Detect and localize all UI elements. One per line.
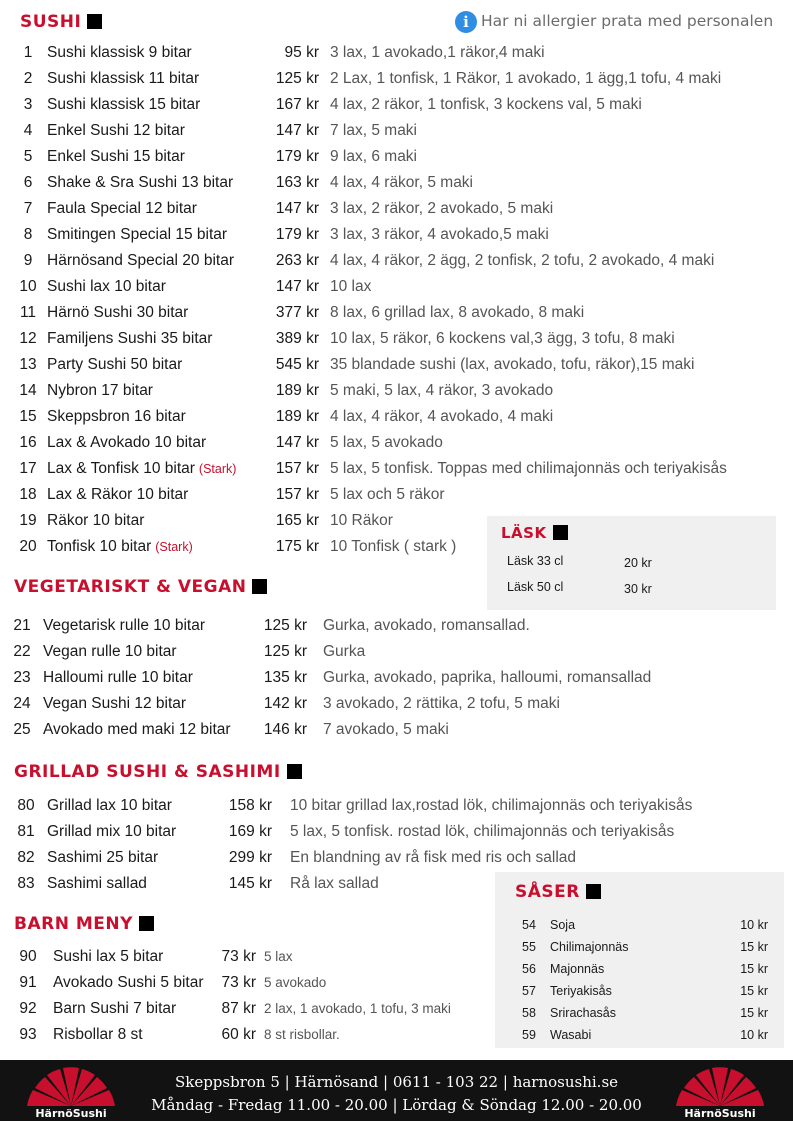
spicy-tag: (Stark) <box>198 462 237 476</box>
item-number: 17 <box>19 460 37 477</box>
item-name-text: Lax & Räkor 10 bitar <box>47 486 189 503</box>
menu-item-row <box>0 482 793 508</box>
item-price: 389 kr <box>275 330 319 347</box>
item-number: 80 <box>17 797 35 814</box>
item-name <box>47 430 206 456</box>
item-price: 125 kr <box>275 70 319 87</box>
item-description: 4 lax, 4 räkor, 5 maki <box>330 174 474 191</box>
sauce-price: 15 kr <box>740 984 768 998</box>
item-description: Rå lax sallad <box>290 875 379 892</box>
lask-item-name: Läsk 50 cl <box>507 580 564 594</box>
item-number: 14 <box>19 382 37 399</box>
menu-item-row <box>0 222 793 248</box>
sauce-name: Majonnäs <box>550 962 605 976</box>
menu-item-row <box>0 691 793 717</box>
square-marker-icon <box>252 579 267 594</box>
item-price: 163 kr <box>275 174 319 191</box>
item-price: 73 kr <box>221 948 256 965</box>
item-name-text: Vegan Sushi 12 bitar <box>43 695 187 712</box>
item-price: 299 kr <box>228 849 272 866</box>
item-name <box>43 691 186 717</box>
saser-box <box>495 872 784 1048</box>
section-title-text: BARN MENY <box>14 914 133 934</box>
logo-text: HärnöSushi <box>684 1107 756 1120</box>
square-marker-icon <box>139 916 154 931</box>
item-name <box>47 248 234 274</box>
section-title-text: SUSHI <box>20 12 82 32</box>
menu-item-row <box>0 40 793 66</box>
item-number: 13 <box>19 356 37 373</box>
spicy-tag: (Stark) <box>155 540 193 554</box>
sauce-number: 55 <box>522 940 536 954</box>
section-title-saser <box>515 882 601 902</box>
item-price: 135 kr <box>263 669 307 686</box>
item-description: 4 lax, 2 räkor, 1 tonfisk, 3 kockens val, 5 maki <box>330 96 642 113</box>
item-name <box>47 404 186 430</box>
item-number: 10 <box>19 278 37 295</box>
item-name <box>47 326 212 352</box>
item-number: 12 <box>19 330 37 347</box>
menu-item-row <box>0 665 793 691</box>
item-number: 82 <box>17 849 35 866</box>
menu-item-row <box>0 326 793 352</box>
item-number: 92 <box>19 1000 37 1017</box>
menu-item-row <box>0 352 793 378</box>
square-marker-icon <box>586 884 601 899</box>
sauce-price: 10 kr <box>740 1028 768 1042</box>
item-description: 3 lax, 2 räkor, 2 avokado, 5 maki <box>330 200 554 217</box>
item-description: 8 st risbollar. <box>264 1027 340 1042</box>
item-description: 10 lax <box>330 278 372 295</box>
sauce-price: 10 kr <box>740 918 768 932</box>
item-name <box>43 639 177 665</box>
item-number: 21 <box>13 617 31 634</box>
item-name <box>47 300 188 326</box>
item-description: 2 lax, 1 avokado, 1 tofu, 3 maki <box>264 1001 451 1016</box>
item-price: 146 kr <box>263 721 307 738</box>
menu-item-row <box>0 793 793 819</box>
item-description: 4 lax, 4 räkor, 4 avokado, 4 maki <box>330 408 554 425</box>
footer-address: Skeppsbron 5 | Härnösand | 0611 - 103 22 | harnosushi.se <box>174 1073 619 1091</box>
item-name-text: Sushi klassisk 15 bitar <box>47 96 201 113</box>
item-name <box>47 352 182 378</box>
item-name <box>47 170 233 196</box>
sauce-name: Srirachasås <box>550 1006 616 1020</box>
lask-item-price: 30 kr <box>624 582 652 596</box>
menu-item-row <box>0 144 793 170</box>
section-title-grillad <box>14 762 302 782</box>
footer-hours: Måndag - Fredag 11.00 - 20.00 | Lördag & Söndag 12.00 - 20.00 <box>151 1096 642 1114</box>
item-price: 157 kr <box>275 486 319 503</box>
item-number: 3 <box>23 96 33 113</box>
item-number: 5 <box>23 148 33 165</box>
item-price: 179 kr <box>275 148 319 165</box>
menu-item-row <box>0 274 793 300</box>
item-name <box>53 1022 143 1048</box>
item-name <box>47 196 197 222</box>
item-name <box>43 665 193 691</box>
item-number: 90 <box>19 948 37 965</box>
sauce-number: 57 <box>522 984 536 998</box>
item-name <box>53 996 176 1022</box>
item-number: 9 <box>23 252 33 269</box>
item-description: 10 Tonfisk ( stark ) <box>330 538 457 555</box>
item-price: 157 kr <box>275 460 319 477</box>
item-price: 147 kr <box>275 122 319 139</box>
menu-item-row <box>0 170 793 196</box>
item-price: 165 kr <box>275 512 319 529</box>
menu-item-row <box>0 248 793 274</box>
item-number: 83 <box>17 875 35 892</box>
item-name-text: Smitingen Special 15 bitar <box>47 226 228 243</box>
item-description: 10 Räkor <box>330 512 393 529</box>
item-name <box>53 970 204 996</box>
menu-item-row <box>0 430 793 456</box>
item-price: 175 kr <box>275 538 319 555</box>
lask-item-price: 20 kr <box>624 556 652 570</box>
item-number: 24 <box>13 695 31 712</box>
sauce-price: 15 kr <box>740 962 768 976</box>
item-price: 95 kr <box>284 44 319 61</box>
item-name-text: Lax & Tonfisk 10 bitar <box>47 460 195 477</box>
item-price: 377 kr <box>275 304 319 321</box>
item-price: 142 kr <box>263 695 307 712</box>
menu-item-row <box>0 118 793 144</box>
item-price: 179 kr <box>275 226 319 243</box>
item-name <box>47 456 236 482</box>
menu-item-row <box>0 378 793 404</box>
fan-logo-icon <box>674 1066 766 1110</box>
item-price: 189 kr <box>275 382 319 399</box>
item-description: 3 avokado, 2 rättika, 2 tofu, 5 maki <box>323 695 560 712</box>
item-description: Gurka, avokado, romansallad. <box>323 617 530 634</box>
section-title-text: VEGETARISKT & VEGAN <box>14 577 247 597</box>
item-number: 25 <box>13 721 31 738</box>
item-name-text: Enkel Sushi 15 bitar <box>47 148 185 165</box>
menu-item-row <box>0 92 793 118</box>
sauce-number: 54 <box>522 918 536 932</box>
section-title-vegetariskt <box>14 577 267 597</box>
item-description: 3 lax, 3 räkor, 4 avokado,5 maki <box>330 226 549 243</box>
menu-item-row <box>0 717 793 743</box>
item-number: 8 <box>23 226 33 243</box>
footer <box>0 1060 793 1121</box>
item-name <box>47 144 185 170</box>
item-price: 167 kr <box>275 96 319 113</box>
item-name-text: Sushi lax 5 bitar <box>53 948 164 965</box>
item-name-text: Vegetarisk rulle 10 bitar <box>43 617 205 634</box>
menu-item-row <box>0 66 793 92</box>
menu-item-row <box>0 639 793 665</box>
sauce-name: Soja <box>550 918 576 932</box>
item-name <box>43 613 205 639</box>
item-number: 4 <box>23 122 33 139</box>
menu-item-row <box>0 196 793 222</box>
item-name-text: Räkor 10 bitar <box>47 512 145 529</box>
menu-item-row <box>0 613 793 639</box>
item-description: 5 lax och 5 räkor <box>330 486 445 503</box>
item-number: 19 <box>19 512 37 529</box>
menu-item-row <box>0 845 793 871</box>
item-price: 87 kr <box>221 1000 256 1017</box>
square-marker-icon <box>553 525 568 540</box>
item-name <box>47 66 199 92</box>
item-name <box>47 378 153 404</box>
item-number: 1 <box>23 44 33 61</box>
item-number: 16 <box>19 434 37 451</box>
item-description: 9 lax, 6 maki <box>330 148 418 165</box>
square-marker-icon <box>287 764 302 779</box>
sauce-number: 58 <box>522 1006 536 1020</box>
item-name <box>53 944 163 970</box>
item-number: 2 <box>23 70 33 87</box>
item-description: 5 maki, 5 lax, 4 räkor, 3 avokado <box>330 382 554 399</box>
item-description: 7 lax, 5 maki <box>330 122 418 139</box>
item-price: 545 kr <box>275 356 319 373</box>
item-description: 3 lax, 1 avokado,1 räkor,4 maki <box>330 44 545 61</box>
item-name <box>47 40 192 66</box>
item-price: 147 kr <box>275 200 319 217</box>
square-marker-icon <box>87 14 102 29</box>
item-name-text: Sushi klassisk 9 bitar <box>47 44 192 61</box>
item-number: 11 <box>19 304 37 321</box>
item-name-text: Avokado med maki 12 bitar <box>43 721 231 738</box>
item-name <box>47 845 158 871</box>
item-name <box>47 819 176 845</box>
lask-item-name: Läsk 33 cl <box>507 554 564 568</box>
item-name <box>47 508 144 534</box>
item-name <box>47 274 166 300</box>
item-price: 145 kr <box>228 875 272 892</box>
item-name-text: Härnö Sushi 30 bitar <box>47 304 189 321</box>
item-price: 125 kr <box>263 617 307 634</box>
item-description: 5 lax, 5 tonfisk. rostad lök, chilimajonnäs och teriyakisås <box>290 823 675 840</box>
menu-item-row <box>0 456 793 482</box>
item-number: 81 <box>17 823 35 840</box>
item-description: 5 lax, 5 tonfisk. Toppas med chilimajonnäs och teriyakisås <box>330 460 727 477</box>
item-number: 18 <box>19 486 37 503</box>
item-price: 147 kr <box>275 278 319 295</box>
section-title-barn <box>14 914 154 934</box>
item-price: 189 kr <box>275 408 319 425</box>
item-name-text: Skeppsbron 16 bitar <box>47 408 186 425</box>
item-number: 6 <box>23 174 33 191</box>
item-name <box>47 222 227 248</box>
item-name <box>47 92 200 118</box>
item-name <box>47 793 172 819</box>
item-description: 4 lax, 4 räkor, 2 ägg, 2 tonfisk, 2 tofu, 2 avokado, 4 maki <box>330 252 715 269</box>
item-price: 263 kr <box>275 252 319 269</box>
item-name-text: Sushi lax 10 bitar <box>47 278 166 295</box>
sauce-price: 15 kr <box>740 1006 768 1020</box>
item-name <box>47 118 185 144</box>
item-name-text: Sushi klassisk 11 bitar <box>47 70 200 87</box>
item-name-text: Party Sushi 50 bitar <box>47 356 183 373</box>
sauce-number: 56 <box>522 962 536 976</box>
item-name-text: Grillad lax 10 bitar <box>47 797 172 814</box>
sauce-name: Teriyakisås <box>550 984 612 998</box>
item-name-text: Härnösand Special 20 bitar <box>47 252 234 269</box>
item-name-text: Sashimi 25 bitar <box>47 849 159 866</box>
item-price: 73 kr <box>221 974 256 991</box>
item-description: Gurka, avokado, paprika, halloumi, romansallad <box>323 669 652 686</box>
item-description: 5 lax, 5 avokado <box>330 434 443 451</box>
item-description: Gurka <box>323 643 366 660</box>
item-name-text: Tonfisk 10 bitar <box>47 538 152 555</box>
item-description: 8 lax, 6 grillad lax, 8 avokado, 8 maki <box>330 304 585 321</box>
item-price: 60 kr <box>221 1026 256 1043</box>
item-number: 23 <box>13 669 31 686</box>
item-name-text: Barn Sushi 7 bitar <box>53 1000 177 1017</box>
allergy-note: Har ni allergier prata med personalen <box>481 12 774 30</box>
item-name-text: Lax & Avokado 10 bitar <box>47 434 207 451</box>
item-name-text: Shake & Sra Sushi 13 bitar <box>47 174 234 191</box>
item-name <box>47 871 147 897</box>
item-number: 15 <box>19 408 37 425</box>
item-name-text: Familjens Sushi 35 bitar <box>47 330 213 347</box>
item-number: 93 <box>19 1026 37 1043</box>
item-description: 10 lax, 5 räkor, 6 kockens val,3 ägg, 3 tofu, 8 maki <box>330 330 675 347</box>
item-description: 10 bitar grillad lax,rostad lök, chilimajonnäs och teriyakisås <box>290 797 693 814</box>
harnosushi-logo <box>674 1066 766 1122</box>
sauce-name: Wasabi <box>550 1028 592 1042</box>
item-name-text: Enkel Sushi 12 bitar <box>47 122 185 139</box>
sauce-price: 15 kr <box>740 940 768 954</box>
section-title-lask <box>501 524 568 542</box>
section-title-text: LÄSK <box>501 524 547 542</box>
sauce-name: Chilimajonnäs <box>550 940 629 954</box>
sauce-number: 59 <box>522 1028 536 1042</box>
section-title-text: GRILLAD SUSHI & SASHIMI <box>14 762 281 782</box>
item-description: 2 Lax, 1 tonfisk, 1 Räkor, 1 avokado, 1 ägg,1 tofu, 4 maki <box>330 70 722 87</box>
item-name <box>47 534 193 560</box>
section-title-sushi <box>20 12 102 32</box>
item-name-text: Vegan rulle 10 bitar <box>43 643 177 660</box>
lask-box <box>487 516 776 610</box>
item-name-text: Nybron 17 bitar <box>47 382 153 399</box>
item-price: 125 kr <box>263 643 307 660</box>
menu-item-row <box>0 404 793 430</box>
menu-item-row <box>0 300 793 326</box>
item-name <box>47 482 188 508</box>
item-description: 7 avokado, 5 maki <box>323 721 449 738</box>
item-name-text: Faula Special 12 bitar <box>47 200 197 217</box>
section-title-text: SÅSER <box>515 882 580 902</box>
item-description: 5 avokado <box>264 975 327 990</box>
item-name-text: Halloumi rulle 10 bitar <box>43 669 193 686</box>
item-number: 22 <box>13 643 31 660</box>
item-description: 35 blandade sushi (lax, avokado, tofu, räkor),15 maki <box>330 356 695 373</box>
info-icon: i <box>455 11 477 33</box>
item-number: 20 <box>19 538 37 555</box>
logo-text: HärnöSushi <box>35 1107 107 1120</box>
item-price: 169 kr <box>228 823 272 840</box>
item-price: 147 kr <box>275 434 319 451</box>
item-number: 7 <box>23 200 33 217</box>
item-description: En blandning av rå fisk med ris och sallad <box>290 849 577 866</box>
item-name-text: Avokado Sushi 5 bitar <box>53 974 204 991</box>
item-name-text: Risbollar 8 st <box>53 1026 143 1043</box>
menu-item-row <box>0 819 793 845</box>
item-price: 158 kr <box>228 797 272 814</box>
item-number: 91 <box>19 974 37 991</box>
item-name-text: Sashimi sallad <box>47 875 147 892</box>
item-name-text: Grillad mix 10 bitar <box>47 823 177 840</box>
item-description: 5 lax <box>264 949 293 964</box>
item-name <box>43 717 231 743</box>
